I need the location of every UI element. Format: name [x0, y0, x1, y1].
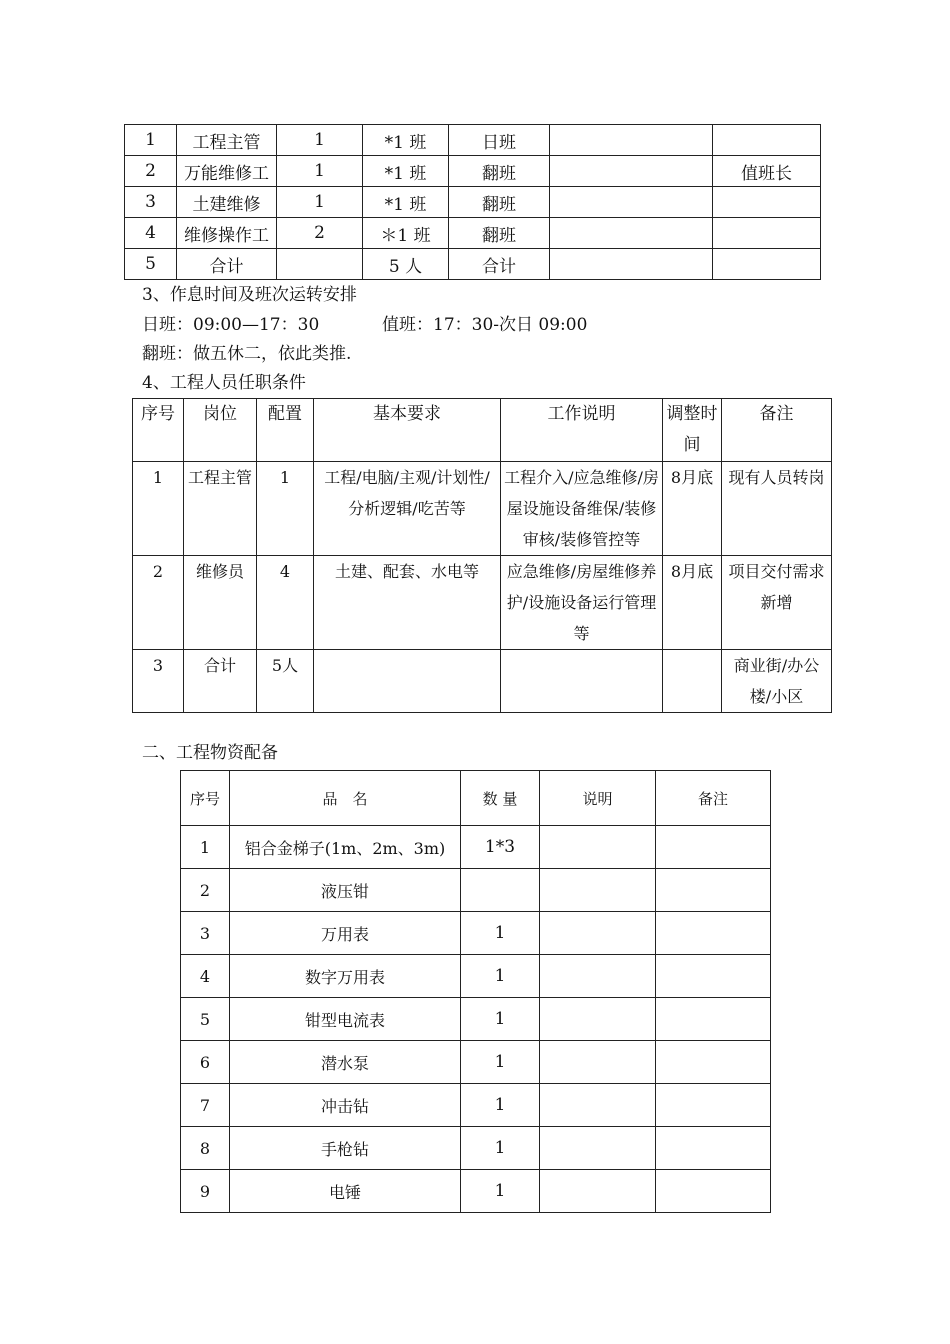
table-row — [125, 187, 821, 218]
table-cell: 1 — [461, 955, 540, 998]
qualification-table — [132, 398, 832, 713]
table-cell: 工程主管 — [177, 125, 277, 156]
table-cell: 1 — [461, 998, 540, 1041]
column-header: 序号 — [133, 399, 184, 462]
column-header: 备注 — [656, 771, 771, 826]
column-header: 说明 — [540, 771, 656, 826]
table-cell — [656, 1170, 771, 1213]
table-cell — [713, 218, 821, 249]
table-cell: 万用表 — [230, 912, 461, 955]
table-row — [125, 125, 821, 156]
table-cell: 8月底 — [663, 462, 722, 556]
table-cell: 1 — [461, 1170, 540, 1213]
table-cell: 工程主管 — [184, 462, 257, 556]
day-shift-text: 日班：09:00—17：30 — [142, 315, 320, 335]
table-row — [125, 249, 821, 280]
table-row — [125, 156, 821, 187]
table-row — [181, 955, 771, 998]
table-cell — [550, 125, 713, 156]
table-row — [181, 1170, 771, 1213]
table-cell — [550, 218, 713, 249]
table-row — [133, 462, 832, 556]
table-cell — [663, 650, 722, 713]
table-cell: 1 — [133, 462, 184, 556]
table-row — [125, 218, 821, 249]
table-cell: 合计 — [184, 650, 257, 713]
table-cell — [713, 249, 821, 280]
table-cell: 4 — [257, 556, 314, 650]
table-cell: 2 — [125, 156, 177, 187]
table-cell: 1 — [461, 1084, 540, 1127]
table-cell — [540, 1041, 656, 1084]
table-cell: 应急维修/房屋维修养护/设施设备运行管理等 — [501, 556, 663, 650]
table-header-row — [133, 399, 832, 462]
table-cell: 翻班 — [449, 187, 550, 218]
table-cell: 7 — [181, 1084, 230, 1127]
table-cell — [656, 1084, 771, 1127]
table-cell: 5 — [181, 998, 230, 1041]
table-cell: 土建、配套、水电等 — [314, 556, 501, 650]
table-cell: 5 人 — [363, 249, 449, 280]
rotation-text: 翻班：做五休二，依此类推. — [142, 344, 352, 364]
duty-shift-text: 值班：17：30-次日 09:00 — [382, 315, 588, 335]
table-cell: 1 — [461, 1041, 540, 1084]
table-cell — [540, 1084, 656, 1127]
column-header: 序号 — [181, 771, 230, 826]
table-cell: 工程介入/应急维修/房屋设施设备维保/装修审核/装修管控等 — [501, 462, 663, 556]
table-cell: 合计 — [449, 249, 550, 280]
table-cell: 翻班 — [449, 218, 550, 249]
staffing-table — [124, 124, 821, 280]
table-cell: 潜水泵 — [230, 1041, 461, 1084]
table-cell — [656, 1041, 771, 1084]
table-cell: 3 — [125, 187, 177, 218]
table-cell: 1 — [461, 1127, 540, 1170]
table-cell: 1 — [125, 125, 177, 156]
table-header-row — [181, 771, 771, 826]
table-row — [181, 1127, 771, 1170]
table-row — [181, 1084, 771, 1127]
table-row — [181, 869, 771, 912]
table-row — [133, 650, 832, 713]
table-cell — [540, 912, 656, 955]
table-cell: 3 — [181, 912, 230, 955]
table-cell: 2 — [181, 869, 230, 912]
table-cell: 1 — [181, 826, 230, 869]
table-cell — [540, 955, 656, 998]
table-cell — [461, 869, 540, 912]
table-cell: 1 — [277, 187, 363, 218]
table-row — [181, 912, 771, 955]
table-cell — [540, 1127, 656, 1170]
table-cell: 1*3 — [461, 826, 540, 869]
table-cell: 2 — [277, 218, 363, 249]
column-header: 备注 — [722, 399, 832, 462]
table-cell: 1 — [277, 156, 363, 187]
table-cell: 1 — [277, 125, 363, 156]
table-cell: 钳型电流表 — [230, 998, 461, 1041]
table-cell: *1 班 — [363, 156, 449, 187]
table-cell: 8月底 — [663, 556, 722, 650]
table-row — [181, 998, 771, 1041]
table-cell — [656, 955, 771, 998]
table-row — [181, 1041, 771, 1084]
table-cell: 6 — [181, 1041, 230, 1084]
table-cell: 工程/电脑/主观/计划性/分析逻辑/吃苦等 — [314, 462, 501, 556]
column-header: 工作说明 — [501, 399, 663, 462]
table-cell: 现有人员转岗 — [722, 462, 832, 556]
table-cell: 1 — [461, 912, 540, 955]
table-cell: 液压钳 — [230, 869, 461, 912]
table-cell — [540, 869, 656, 912]
table-cell — [713, 125, 821, 156]
table-cell — [314, 650, 501, 713]
table-cell: 5人 — [257, 650, 314, 713]
table-cell — [656, 1127, 771, 1170]
table-row — [181, 826, 771, 869]
table-cell: 手枪钻 — [230, 1127, 461, 1170]
section3-heading: 3、作息时间及班次运转安排 — [142, 285, 357, 305]
column-header: 数 量 — [461, 771, 540, 826]
column-header: 岗位 — [184, 399, 257, 462]
table-cell — [501, 650, 663, 713]
table-cell: 4 — [125, 218, 177, 249]
table-cell: 值班长 — [713, 156, 821, 187]
table-cell: 数字万用表 — [230, 955, 461, 998]
table-cell: 8 — [181, 1127, 230, 1170]
table-cell — [656, 869, 771, 912]
table-cell — [540, 826, 656, 869]
table-cell — [550, 187, 713, 218]
table-cell: *1 班 — [363, 187, 449, 218]
table-cell: 土建维修 — [177, 187, 277, 218]
table-cell: 3 — [133, 650, 184, 713]
table-cell — [656, 998, 771, 1041]
column-header: 配置 — [257, 399, 314, 462]
table-cell: *1 班 — [363, 125, 449, 156]
table-cell: 1 — [257, 462, 314, 556]
column-header: 基本要求 — [314, 399, 501, 462]
table-cell — [550, 249, 713, 280]
table-cell: 项目交付需求新增 — [722, 556, 832, 650]
table-cell — [540, 1170, 656, 1213]
table-cell: 铝合金梯子(1m、2m、3m) — [230, 826, 461, 869]
table-cell — [656, 912, 771, 955]
table-cell: 商业街/办公楼/小区 — [722, 650, 832, 713]
table-cell: 5 — [125, 249, 177, 280]
table-cell — [540, 998, 656, 1041]
table-cell: 冲击钻 — [230, 1084, 461, 1127]
table-cell — [713, 187, 821, 218]
table-cell: ＊1 班 — [363, 218, 449, 249]
materials-table — [180, 770, 771, 1213]
table-cell: 2 — [133, 556, 184, 650]
table-cell: 9 — [181, 1170, 230, 1213]
materials-heading: 二、工程物资配备 — [142, 743, 278, 763]
table-cell: 日班 — [449, 125, 550, 156]
table-cell: 维修员 — [184, 556, 257, 650]
section4-heading: 4、工程人员任职条件 — [142, 373, 306, 393]
table-cell — [656, 826, 771, 869]
table-cell: 4 — [181, 955, 230, 998]
table-cell — [550, 156, 713, 187]
table-cell: 电锤 — [230, 1170, 461, 1213]
table-row — [133, 556, 832, 650]
column-header: 品 名 — [230, 771, 461, 826]
table-cell — [277, 249, 363, 280]
column-header: 调整时间 — [663, 399, 722, 462]
table-cell: 翻班 — [449, 156, 550, 187]
table-cell: 维修操作工 — [177, 218, 277, 249]
table-cell: 合计 — [177, 249, 277, 280]
table-cell: 万能维修工 — [177, 156, 277, 187]
